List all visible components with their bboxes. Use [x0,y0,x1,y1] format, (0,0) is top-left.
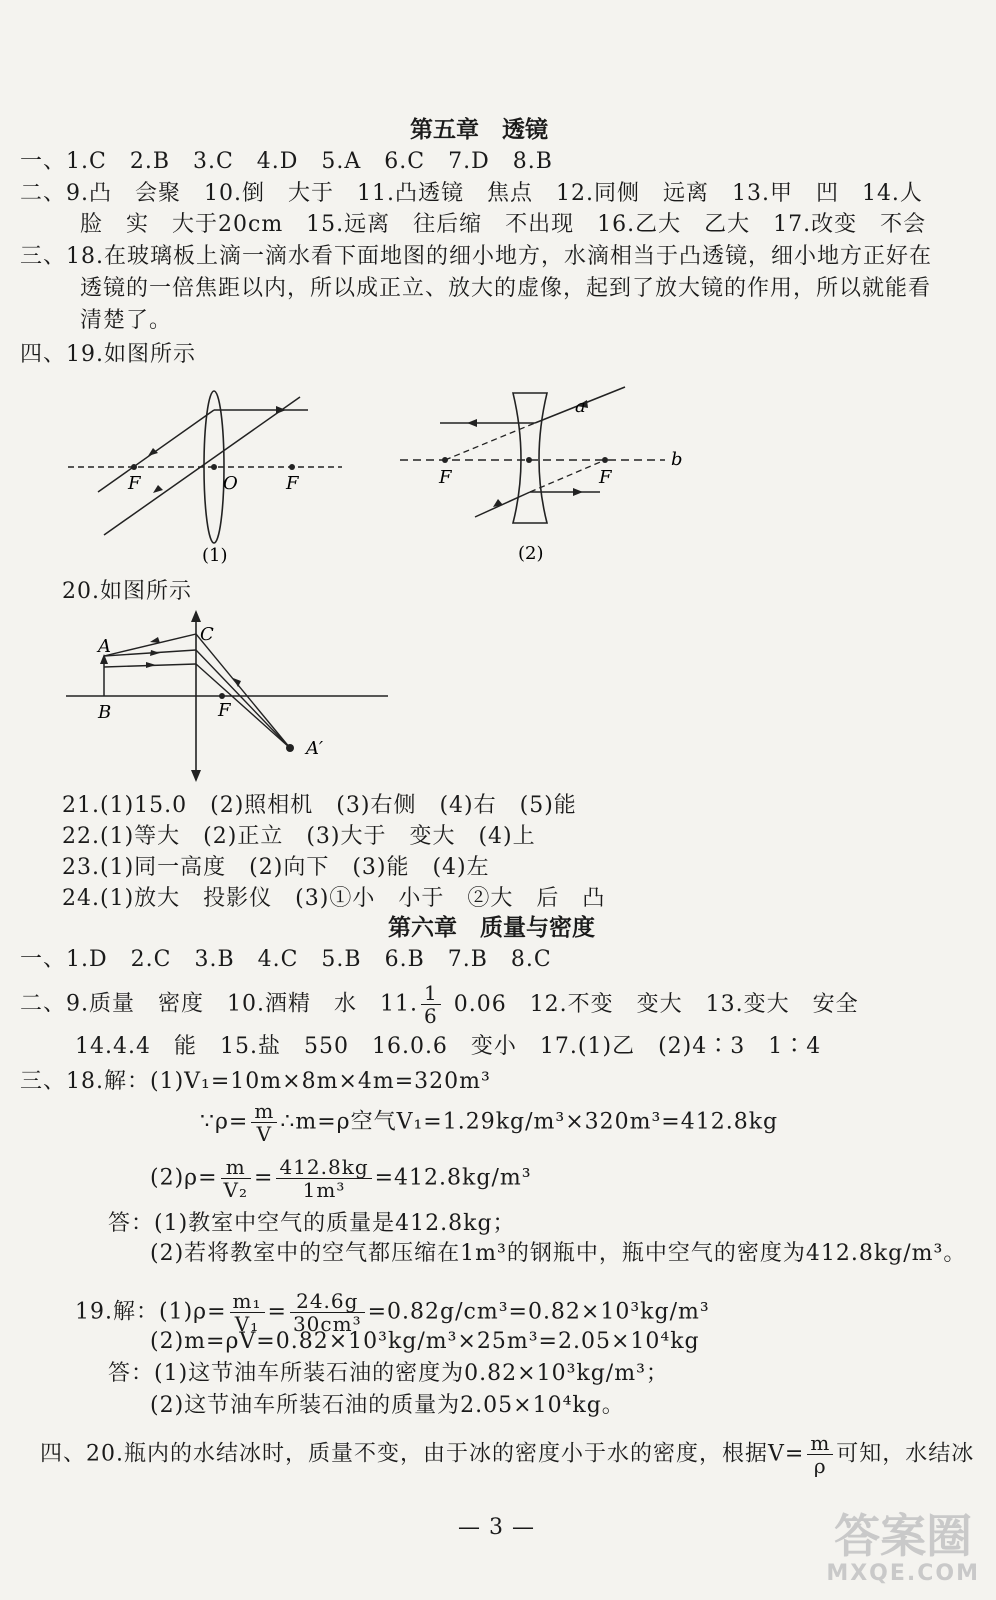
ch6-q19-answer1: 答：(1)这节油车所装石油的密度为0.82×10³kg/m³； [108,1361,669,1386]
point-B-label: B [98,702,112,723]
figure2-caption: (2) [518,543,544,564]
focal-point-right-label: F [599,467,612,488]
ch6-choice-answers: 一、1.D 2.C 3.B 4.C 5.B 6.B 7.B 8.C [20,947,552,972]
ch6-q18-mass: ∵ρ= $\frac{m}{V}$ ∴m=ρ空气V₁=1.29kg/m³×320m³=412.8kg [200,1099,779,1146]
focal-point-left-label: F [128,473,141,494]
ch6-q19-density: 19.解：(1)ρ= $\frac{\text{m₁}}{\text{V₁}}$ = $\frac{24.6g}{\text{30cm³}}$ =0.82g/cm³=0.82×10³kg/m³ [75,1289,710,1336]
ch5-choice-answers: 一、1.C 2.B 3.C 4.D 5.A 6.C 7.D 8.B [20,149,553,174]
optical-center-label: O [223,473,238,494]
ray-b-label: b [671,449,683,470]
point-A-label: A [98,636,111,657]
ch5-q24-answer: 24.(1)放大 投影仪 (3)①小 小于 ②大 后 凸 [62,886,606,911]
ch6-q19-mass: (2)m=ρV=0.82×10³kg/m³×25m³=2.05×10⁴kg [150,1329,700,1354]
focal-point-label: F [218,700,231,721]
ch5-q18-line2: 透镜的一倍焦距以内，所以成正立、放大的虚像，起到了放大镜的作用，所以就能看 [80,276,932,301]
ch5-q19-heading: 四、19.如图所示 [20,342,196,367]
ch5-q23-answer: 23.(1)同一高度 (2)向下 (3)能 (4)左 [62,855,490,880]
ray-a-label: a [575,396,586,417]
concave-lens-diagram [395,385,705,570]
ch6-fill-answers-line2: 14.4.4 能 15.盐 550 16.0.6 变小 17.(1)乙 (2)4∶3 1∶4 [75,1034,822,1059]
focal-point-left-label: F [439,467,452,488]
ch6-q20-answer: 四、20.瓶内的水结冰时，质量不变，由于冰的密度小于水的密度，根据V= $\frac{m}{\rho}$ 可知，水结冰 [40,1431,975,1478]
image-formation-diagram [62,608,392,788]
fraction-one-sixth: $\frac{1}{6}$ [421,982,441,1027]
chapter5-title: 第五章 透镜 [410,116,548,143]
ch5-fill-answers-line1: 二、9.凸 会聚 10.倒 大于 11.凸透镜 焦点 12.同侧 远离 13.甲 凹 14.人 [20,181,923,206]
ch5-q21-answer: 21.(1)15.0 (2)照相机 (3)右侧 (4)右 (5)能 [62,793,577,818]
ch5-q22-answer: 22.(1)等大 (2)正立 (3)大于 变大 (4)上 [62,824,536,849]
ch6-fill-answers-line1: 二、9.质量 密度 10.酒精 水 11. $\frac{1}{6}$ 0.06 12.不变 变大 13.变大 安全 [20,981,859,1028]
ch5-q18-line1: 三、18.在玻璃板上滴一滴水看下面地图的细小地方，水滴相当于凸透镜，细小地方正好在 [20,244,932,269]
ch6-q18-volume: 三、18.解：(1)V₁=10m×8m×4m=320m³ [20,1069,491,1094]
page-number: — 3 — [458,1515,535,1540]
watermark-logo: 答案圈 MXQE.COM [826,1509,980,1586]
ch5-fill-answers-line2: 脸 实 大于20cm 15.远离 往后缩 不出现 16.乙大 乙大 17.改变 不会 [80,212,927,237]
convex-lens-diagram [60,385,360,570]
figure1-caption: (1) [202,545,228,566]
ch6-q18-density: (2)ρ= $\frac{m}{\text{V₂}}$ = $\frac{412.8kg}{\text{1m³}}$ =412.8kg/m³ [150,1155,532,1202]
ch5-q20-heading: 20.如图所示 [62,579,192,604]
point-C-label: C [200,624,214,645]
focal-point-right-label: F [286,473,299,494]
ch6-q19-answer2: (2)这节油车所装石油的质量为2.05×10⁴kg。 [150,1393,625,1418]
ch5-q18-line3: 清楚了。 [80,308,173,333]
image-point-label: A′ [306,738,324,759]
chapter6-title: 第六章 质量与密度 [388,914,595,941]
ch6-q18-answer1: 答：(1)教室中空气的质量是412.8kg； [108,1211,516,1236]
ch6-q18-answer2: (2)若将教室中的空气都压缩在1m³的钢瓶中，瓶中空气的密度为412.8kg/m³。 [150,1241,967,1266]
